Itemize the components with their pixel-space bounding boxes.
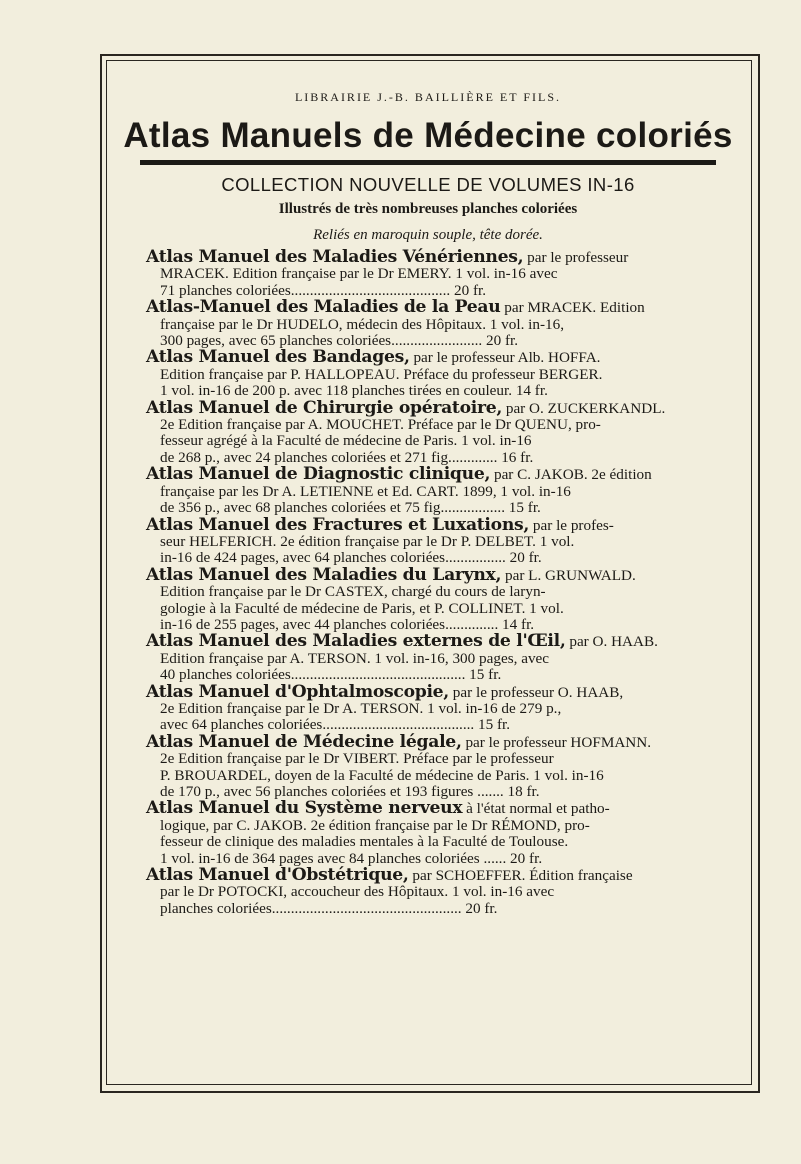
entry-text: 300 pages, avec 65 planches coloriées........................ 20 fr. (160, 332, 519, 350)
entry-text: avec 64 planches coloriées........................................ 15 fr. (160, 716, 511, 734)
entry-first-line (146, 466, 731, 483)
entry-text: P. BROUARDEL, doyen de la Faculté de médecine de Paris. 1 vol. in-16 (160, 766, 604, 784)
entry-text: gologie à la Faculté de médecine de Paris, et P. COLLINET. 1 vol. (160, 599, 564, 617)
entry-text: 71 planches coloriées.......................................... 20 fr. (160, 281, 487, 299)
catalogue-entry (146, 514, 731, 567)
entry-text: par C. JAKOB. 2e édition (490, 466, 652, 484)
entry-first-line (146, 800, 731, 817)
entry-first-line (146, 867, 731, 884)
entry-text: 2e Edition française par le Dr VIBERT. Préface par le professeur (160, 750, 554, 768)
catalogue-entry (146, 249, 731, 299)
catalogue-entry (146, 349, 731, 399)
entry-text: à l'état normal et patho- (462, 800, 610, 818)
entry-text: française par le Dr HUDELO, médecin des Hôpitaux. 1 vol. in-16, (160, 315, 565, 333)
entry-first-line (146, 633, 731, 650)
entry-first-line (146, 731, 731, 752)
entry-text: 1 vol. in-16 de 364 pages avec 84 planches coloriées ...... 20 fr. (160, 849, 543, 867)
entry-text: 40 planches coloriées.............................................. 15 fr. (160, 666, 502, 684)
entry-text: logique, par C. JAKOB. 2e édition française par le Dr RÉMOND, pro- (160, 816, 590, 834)
entry-text: Edition française par P. HALLOPEAU. Préface du professeur BERGER. (160, 365, 603, 383)
entry-title: Atlas Manuel des Maladies Vénériennes, (146, 247, 524, 267)
entry-text: Edition française par A. TERSON. 1 vol. in-16, 300 pages, avec (160, 649, 550, 667)
entry-text: Edition française par le Dr CASTEX, chargé du cours de laryn- (160, 583, 546, 601)
entry-text: planches coloriées.................................................. 20 fr. (160, 899, 498, 917)
entry-text: par le professeur HOFMANN. (461, 733, 652, 751)
catalogue-entries (146, 249, 731, 917)
entry-first-line (146, 681, 731, 702)
entry-title: Atlas Manuel d'Obstétrique, (146, 865, 409, 886)
entry-first-line (146, 249, 731, 266)
entry-title: Atlas Manuel des Maladies externes de l'Œil, (146, 631, 566, 652)
entry-text: de 268 p., avec 24 planches coloriées et 271 fig............. 16 fr. (160, 448, 534, 466)
entry-first-line (146, 514, 731, 535)
entry-text: MRACEK. Edition française par le Dr EMERY. 1 vol. in-16 avec (160, 265, 558, 283)
entry-title: Atlas Manuel des Fractures et Luxations, (146, 514, 530, 535)
entry-text: par SCHOEFFER. Édition française (408, 867, 633, 885)
entry-text: par le profes- (529, 516, 614, 534)
entry-text: 1 vol. in-16 de 200 p. avec 118 planches tirées en couleur. 14 fr. (160, 382, 548, 400)
catalogue-entry (146, 681, 731, 734)
collection-heading: COLLECTION NOUVELLE DE VOLUMES IN-16 (221, 174, 635, 195)
entry-title: Atlas Manuel des Bandages, (146, 347, 410, 368)
catalogue-entry (146, 397, 731, 467)
entry-text: par L. GRUNWALD. (501, 566, 636, 584)
entry-text: fesseur agrégé à la Faculté de médecine de Paris. 1 vol. in-16 (160, 432, 532, 450)
subtitle: Illustrés de très nombreuses planches coloriées (278, 201, 578, 217)
catalogue-entry (146, 466, 731, 516)
entry-first-line (146, 349, 731, 366)
entry-text: par le professeur O. HAAB, (449, 683, 624, 701)
entry-title: Atlas-Manuel des Maladies de la Peau (146, 297, 501, 318)
entry-text: de 170 p., avec 56 planches coloriées et 193 figures ....... 18 fr. (160, 783, 540, 800)
entry-text: in-16 de 255 pages, avec 44 planches coloriées.............. 14 fr. (160, 615, 535, 633)
binding-note: Reliés en maroquin souple, tête dorée. (313, 227, 543, 243)
entry-title: Atlas Manuel d'Ophtalmoscopie, (146, 681, 449, 702)
entry-text: fesseur de clinique des maladies mentales à la Faculté de Toulouse. (160, 833, 569, 851)
entry-text: par MRACEK. Edition (500, 299, 645, 317)
page-title: Atlas Manuels de Médecine coloriés (123, 116, 733, 155)
entry-text: par O. ZUCKERKANDL. (502, 399, 666, 417)
title-rule (140, 160, 716, 165)
entry-text: par O. HAAB. (565, 633, 658, 651)
entry-text: in-16 de 424 pages, avec 64 planches coloriées................ 20 fr. (160, 549, 542, 567)
entry-title: Atlas Manuel de Médecine légale, (146, 731, 462, 752)
entry-text: française par les Dr A. LETIENNE et Ed. CART. 1899, 1 vol. in-16 (160, 482, 571, 500)
entry-text: par le professeur (523, 249, 629, 266)
catalogue-entry (146, 800, 731, 867)
catalogue-entry (146, 633, 731, 683)
entry-text: 2e Edition française par A. MOUCHET. Préface par le Dr QUENU, pro- (160, 416, 601, 434)
entry-first-line (146, 564, 731, 585)
catalogue-entry (146, 867, 731, 917)
entry-text: par le professeur Alb. HOFFA. (409, 349, 601, 367)
entry-text: 2e Edition française par le Dr A. TERSON. 1 vol. in-16 de 279 p., (160, 699, 562, 717)
entry-first-line (146, 299, 731, 316)
entry-first-line (146, 397, 731, 418)
entry-text: par le Dr POTOCKI, accoucheur des Hôpitaux. 1 vol. in-16 avec (160, 883, 555, 901)
publisher-header: LIBRAIRIE J.-B. BAILLIÈRE ET FILS. (294, 90, 562, 104)
catalogue-entry (146, 299, 731, 349)
catalogue-entry (146, 731, 731, 801)
entry-title: Atlas Manuel du Système nerveux (146, 798, 463, 819)
entry-title: Atlas Manuel des Maladies du Larynx, (146, 564, 502, 585)
entry-text: seur HELFERICH. 2e édition française par le Dr P. DELBET. 1 vol. (160, 532, 575, 550)
catalogue-entry (146, 564, 731, 634)
entry-text: de 356 p., avec 68 planches coloriées et 75 fig................. 15 fr. (160, 499, 541, 517)
entry-title: Atlas Manuel de Chirurgie opératoire, (146, 397, 503, 418)
entry-title: Atlas Manuel de Diagnostic clinique, (146, 464, 491, 485)
